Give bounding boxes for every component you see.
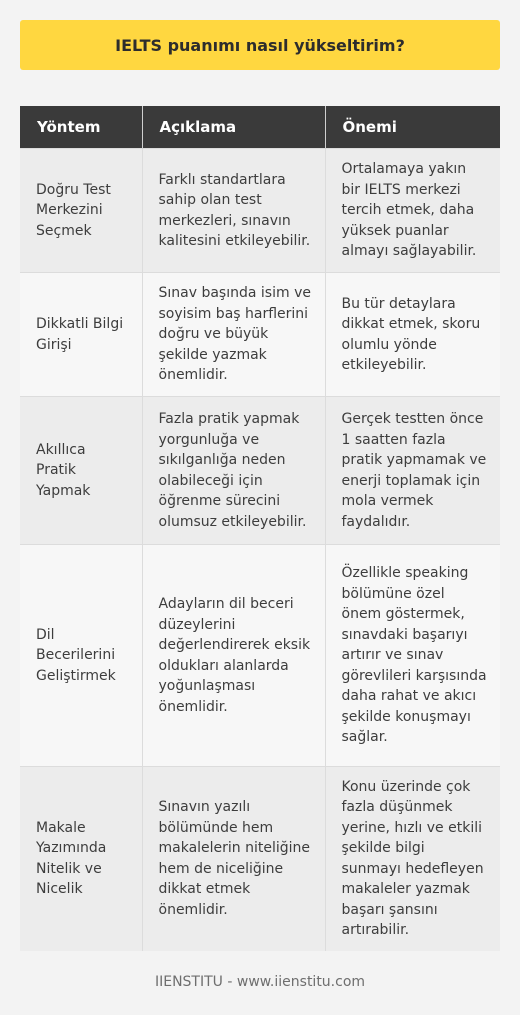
- table-row: [20, 273, 500, 397]
- cell-importance: Gerçek testten önce 1 saatten fazla pratik yapmamak ve enerji toplamak için mola vermek faydalıdır.: [325, 397, 500, 545]
- table-header-row: [20, 106, 500, 149]
- footer-credit: IIENSTITU - www.iienstitu.com: [154, 974, 366, 990]
- table-row: [20, 149, 500, 273]
- cell-method: Dil Becerilerini Geliştirmek: [20, 545, 142, 767]
- cell-method: Dikkatli Bilgi Girişi: [20, 273, 142, 397]
- cell-description: Adayların dil beceri düzeylerini değerlendirerek eksik oldukları alanlarda yoğunlaşması önemlidir.: [142, 545, 325, 767]
- header-description: Açıklama: [142, 106, 325, 149]
- header-importance: Önemi: [325, 106, 500, 149]
- cell-importance: Ortalamaya yakın bir IELTS merkezi tercih etmek, daha yüksek puanlar almayı sağlayabilir.: [325, 149, 500, 273]
- cell-method: Doğru Test Merkezini Seçmek: [20, 149, 142, 273]
- title-banner: [20, 20, 500, 70]
- methods-table: [20, 106, 500, 951]
- cell-description: Farklı standartlara sahip olan test merkezleri, sınavın kalitesini etkileyebilir.: [142, 149, 325, 273]
- cell-method: Akıllıca Pratik Yapmak: [20, 397, 142, 545]
- cell-method: Makale Yazımında Nitelik ve Nicelik: [20, 767, 142, 951]
- cell-description: Fazla pratik yapmak yorgunluğa ve sıkılganlığa neden olabileceği için öğrenme sürecini olumsuz etkileyebilir.: [142, 397, 325, 545]
- table-row: [20, 397, 500, 545]
- page-title: IELTS puanımı nasıl yükseltirim?: [115, 35, 405, 55]
- cell-description: Sınav başında isim ve soyisim baş harflerini doğru ve büyük şekilde yazmak önemlidir.: [142, 273, 325, 397]
- cell-importance: Konu üzerinde çok fazla düşünmek yerine, hızlı ve etkili şekilde bilgi sunmayı hedefleyen makaleler yazmak başarı şansını artırabilir.: [325, 767, 500, 951]
- cell-description: Sınavın yazılı bölümünde hem makalelerin niteliğine hem de niceliğine dikkat etmek önemlidir.: [142, 767, 325, 951]
- cell-importance: Bu tür detaylara dikkat etmek, skoru olumlu yönde etkileyebilir.: [325, 273, 500, 397]
- table-row: [20, 767, 500, 951]
- cell-importance: Özellikle speaking bölümüne özel önem göstermek, sınavdaki başarıyı artırır ve sınav görevlileri karşısında daha rahat ve akıcı şekilde konuşmayı sağlar.: [325, 545, 500, 767]
- header-method: Yöntem: [20, 106, 142, 149]
- table-row: [20, 545, 500, 767]
